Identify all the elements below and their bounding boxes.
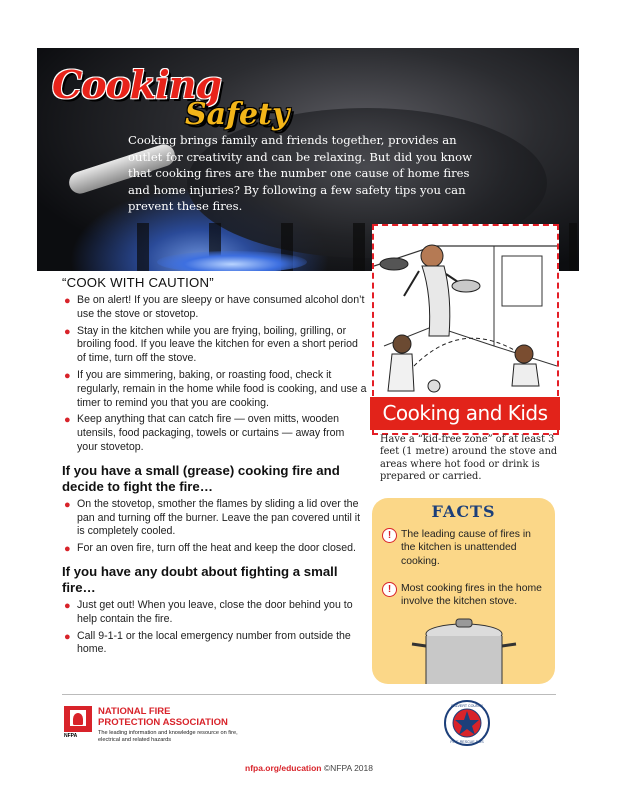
- flame-icon: [73, 713, 83, 725]
- footer-line: [0, 763, 618, 773]
- pot-illustration: [404, 616, 524, 684]
- kids-text: Have a “kid-free zone” of at least 3 feet (1 metre) around the stove and areas where hot food or drink is prepared or carried.: [380, 434, 558, 483]
- list-item: ● Stay in the kitchen while you are frying, boiling, grilling, or broiling food. If you leave the kitchen for even a short period of time, turn off the stove.: [64, 324, 358, 365]
- section-title: “COOK WITH CAUTION”: [62, 275, 214, 290]
- bullet-icon: ●: [64, 543, 71, 556]
- fact-item: ! Most cooking fires in the home involve the kitchen stove.: [382, 582, 547, 609]
- calvert-county-seal: [444, 700, 490, 746]
- list-item: ● Call 9-1-1 or the local emergency number from outside the home.: [64, 629, 351, 656]
- facts-title: FACTS: [431, 502, 496, 521]
- bullet-icon: ●: [64, 414, 71, 427]
- footer-divider: [62, 694, 556, 695]
- list-item: ● Keep anything that can catch fire — oven mitts, wooden utensils, food packaging, towels or curtains — away from your stovetop.: [64, 413, 345, 453]
- list-item: ● Just get out! When you leave, close the door behind you to help contain the fire.: [64, 598, 353, 625]
- intro-paragraph: Cooking brings family and friends together, provides an outlet for creativity and can be relaxing. But did you know that cooking fires are the number one cause of home fires and home injuries? By following a few safety tips you can prevent these fires.: [128, 133, 473, 213]
- kids-title: Cooking and Kids: [370, 397, 560, 430]
- facts-box: [372, 498, 555, 684]
- bullet-icon: ●: [64, 630, 71, 643]
- copyright: ©NFPA 2018: [323, 763, 373, 773]
- section-title: If you have any doubt about fighting a small fire…: [62, 563, 338, 595]
- title-cooking: Cooking: [52, 62, 221, 107]
- nfpa-logo: [64, 706, 92, 732]
- bullet-icon: ●: [64, 599, 71, 612]
- org-tagline: The leading information and knowledge resource on fire, electrical and related hazards: [98, 730, 238, 743]
- list-item: ● Be on alert! If you are sleepy or have consumed alcohol don’t use the stove or stovetop.: [64, 294, 365, 320]
- fact-item: ! The leading cause of fires in the kitchen is unattended cooking.: [382, 528, 547, 568]
- bullet-icon: ●: [64, 325, 71, 338]
- nfpa-logo-text: NFPA: [64, 733, 78, 739]
- exclamation-icon: !: [382, 582, 397, 597]
- svg-text:FIRE-RESCUE-EMS: FIRE-RESCUE-EMS: [450, 740, 484, 744]
- section-cook-with-caution: [62, 275, 367, 455]
- exclamation-icon: !: [382, 528, 397, 543]
- gas-flame-image: [157, 251, 307, 271]
- svg-text:CALVERT COUNTY: CALVERT COUNTY: [450, 704, 484, 708]
- title-safety: Safety: [185, 97, 290, 132]
- list-item: ● If you are simmering, baking, or roasting food, check it regularly, remain in the home while food is cooking, and use a timer to remind you that you are cooking.: [64, 368, 367, 409]
- org-name: NATIONAL FIRE PROTECTION ASSOCIATION: [98, 706, 228, 728]
- bullet-icon: ●: [64, 295, 71, 307]
- section-any-doubt: [62, 564, 367, 657]
- bullet-icon: ●: [64, 369, 71, 382]
- list-item: ● On the stovetop, smother the flames by sliding a lid over the pan and turning off the burner. Leave the pan covered until it is completely cooled.: [64, 497, 361, 538]
- list-item: ● For an oven fire, turn off the heat and keep the door closed.: [64, 542, 356, 556]
- education-link[interactable]: nfpa.org/education: [245, 763, 322, 773]
- section-small-fire: [62, 463, 367, 556]
- section-title: If you have a small (grease) cooking fire and decide to fight the fire…: [62, 462, 340, 494]
- tips-column: [62, 275, 367, 660]
- bullet-icon: ●: [64, 498, 71, 511]
